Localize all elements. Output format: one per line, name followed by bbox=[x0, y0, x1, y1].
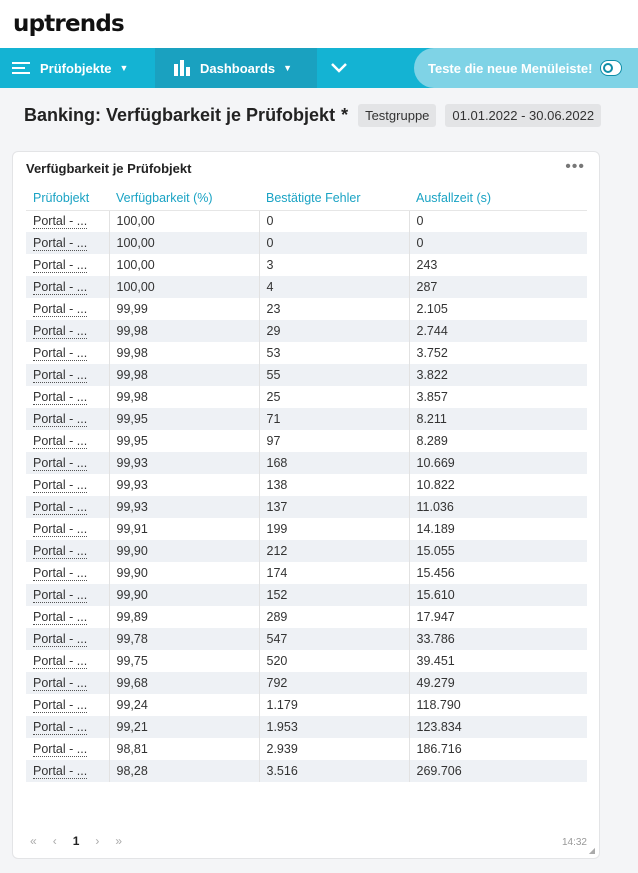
cell-verfuegbarkeit: 99,68 bbox=[109, 672, 259, 694]
table-row bbox=[26, 364, 587, 386]
table-row bbox=[26, 210, 587, 232]
cell-ausfallzeit: 10.822 bbox=[416, 478, 455, 492]
cell-ausfallzeit: 15.055 bbox=[409, 540, 587, 562]
chevron-down-icon bbox=[331, 61, 347, 76]
cell-fehler: 547 bbox=[259, 628, 409, 650]
cell-ausfallzeit: 118.790 bbox=[416, 698, 461, 712]
pagination bbox=[30, 834, 138, 848]
cell-fehler: 1.179 bbox=[259, 694, 409, 716]
cell-verfuegbarkeit: 99,21 bbox=[109, 716, 259, 738]
table-row bbox=[26, 232, 587, 254]
monitor-link[interactable]: Portal - ... bbox=[33, 456, 88, 470]
monitor-link[interactable]: Portal - ... bbox=[33, 236, 88, 250]
cell-fehler: 520 bbox=[259, 650, 409, 672]
cell-fehler: 289 bbox=[259, 606, 409, 628]
nav-item-pruefobjekte[interactable] bbox=[0, 48, 155, 88]
cell-ausfallzeit: 15.610 bbox=[409, 584, 587, 606]
table-row bbox=[26, 628, 587, 650]
cell-fehler: 137 bbox=[259, 496, 409, 518]
table-row bbox=[26, 276, 587, 298]
monitor-link[interactable]: Portal - ... bbox=[33, 764, 88, 778]
dashboard-header bbox=[24, 104, 601, 127]
nav-more-button[interactable] bbox=[317, 48, 361, 88]
monitor-link[interactable]: Portal - ... bbox=[33, 368, 88, 382]
cell-pruefobjekt[interactable] bbox=[26, 496, 109, 518]
cell-verfuegbarkeit: 98,28 bbox=[109, 760, 259, 782]
unsaved-marker: * bbox=[341, 105, 349, 125]
cell-pruefobjekt[interactable] bbox=[26, 540, 109, 562]
cell-ausfallzeit: 15.456 bbox=[416, 566, 455, 580]
cell-verfuegbarkeit: 99,93 bbox=[109, 452, 259, 474]
cell-pruefobjekt[interactable] bbox=[26, 276, 109, 298]
cell-fehler: 71 bbox=[259, 408, 409, 430]
date-range-chip[interactable]: 01.01.2022 - 30.06.2022 bbox=[445, 104, 601, 127]
monitor-link[interactable]: Portal - ... bbox=[33, 742, 88, 756]
cell-ausfallzeit: 8.289 bbox=[416, 434, 448, 448]
monitor-link[interactable]: Portal - ... bbox=[33, 412, 88, 426]
group-filter-chip[interactable]: Testgruppe bbox=[358, 104, 436, 127]
table-row bbox=[26, 474, 587, 496]
cell-pruefobjekt[interactable] bbox=[26, 518, 109, 540]
last-page-button[interactable]: » bbox=[115, 834, 123, 848]
next-page-button[interactable]: › bbox=[95, 834, 100, 848]
cell-pruefobjekt[interactable] bbox=[26, 606, 109, 628]
cell-fehler: 138 bbox=[259, 474, 409, 496]
table-header-row bbox=[26, 186, 587, 210]
tile-title: Verfügbarkeit je Prüfobjekt bbox=[26, 161, 192, 176]
monitor-link[interactable]: Portal - ... bbox=[33, 566, 88, 580]
cell-pruefobjekt[interactable] bbox=[26, 320, 109, 342]
table-row bbox=[26, 606, 587, 628]
cell-ausfallzeit: 11.036 bbox=[409, 496, 587, 518]
cell-fehler: 152 bbox=[259, 584, 409, 606]
cell-ausfallzeit: 14.189 bbox=[416, 522, 455, 536]
monitor-link[interactable]: Portal - ... bbox=[33, 610, 88, 624]
table-row bbox=[26, 650, 587, 672]
availability-table bbox=[26, 186, 587, 782]
table-row bbox=[26, 430, 587, 452]
cell-verfuegbarkeit: 99,93 bbox=[109, 474, 259, 496]
cell-fehler: 212 bbox=[259, 540, 409, 562]
cell-verfuegbarkeit: 99,91 bbox=[109, 518, 259, 540]
uptrends-logo[interactable]: uptrends bbox=[13, 11, 124, 37]
monitor-link[interactable]: Portal - ... bbox=[33, 258, 88, 272]
table-row bbox=[26, 562, 587, 584]
cell-pruefobjekt[interactable] bbox=[26, 452, 109, 474]
cell-ausfallzeit: 243 bbox=[416, 258, 438, 272]
page-title: Banking: Verfügbarkeit je Prüfobjekt bbox=[24, 105, 336, 125]
cell-ausfallzeit: 269.706 bbox=[409, 760, 587, 782]
cell-pruefobjekt[interactable] bbox=[26, 474, 109, 496]
cell-verfuegbarkeit: 99,98 bbox=[109, 342, 259, 364]
table-row bbox=[26, 738, 587, 760]
cell-fehler: 97 bbox=[259, 430, 409, 452]
cell-verfuegbarkeit: 99,78 bbox=[109, 628, 259, 650]
monitor-link[interactable]: Portal - ... bbox=[33, 588, 88, 602]
cell-fehler: 1.953 bbox=[259, 716, 409, 738]
cell-ausfallzeit: 3.857 bbox=[416, 390, 448, 404]
cell-verfuegbarkeit: 99,93 bbox=[109, 496, 259, 518]
new-menu-toggle[interactable] bbox=[600, 60, 622, 76]
cell-fehler: 55 bbox=[259, 364, 409, 386]
cell-ausfallzeit: 2.744 bbox=[409, 320, 587, 342]
table-row bbox=[26, 298, 587, 320]
cell-ausfallzeit: 17.947 bbox=[416, 610, 455, 624]
monitor-link[interactable]: Portal - ... bbox=[33, 654, 88, 668]
new-menu-teaser[interactable] bbox=[414, 48, 638, 88]
nav-item-dashboards[interactable] bbox=[155, 48, 317, 88]
table-row bbox=[26, 672, 587, 694]
table-row bbox=[26, 518, 587, 540]
cell-ausfallzeit: 0 bbox=[416, 214, 424, 229]
cell-fehler: 2.939 bbox=[259, 738, 409, 760]
cell-pruefobjekt[interactable] bbox=[26, 430, 109, 452]
monitor-link[interactable]: Portal - ... bbox=[33, 324, 88, 338]
table-row bbox=[26, 386, 587, 408]
cell-ausfallzeit: 8.211 bbox=[409, 408, 587, 430]
cell-pruefobjekt[interactable] bbox=[26, 408, 109, 430]
monitor-link[interactable]: Portal - ... bbox=[33, 632, 88, 646]
cell-fehler: 23 bbox=[259, 298, 409, 320]
cell-ausfallzeit: 0 bbox=[409, 232, 587, 254]
monitor-link[interactable]: Portal - ... bbox=[33, 302, 88, 316]
cell-ausfallzeit: 3.822 bbox=[409, 364, 587, 386]
availability-tile bbox=[12, 151, 600, 859]
cell-pruefobjekt[interactable] bbox=[26, 716, 109, 738]
monitor-link[interactable]: Portal - ... bbox=[33, 544, 88, 558]
bar-chart-icon bbox=[174, 60, 190, 76]
monitor-link[interactable]: Portal - ... bbox=[33, 214, 88, 229]
table-body bbox=[26, 210, 587, 782]
cell-fehler: 792 bbox=[259, 672, 409, 694]
cell-fehler: 174 bbox=[259, 562, 409, 584]
cell-fehler: 168 bbox=[259, 452, 409, 474]
cell-ausfallzeit: 39.451 bbox=[416, 654, 455, 668]
current-page[interactable]: 1 bbox=[72, 834, 80, 848]
cell-pruefobjekt[interactable] bbox=[26, 672, 109, 694]
cell-fehler: 0 bbox=[259, 210, 409, 232]
cell-pruefobjekt[interactable] bbox=[26, 760, 109, 782]
resize-handle-icon[interactable]: ◢ bbox=[588, 846, 595, 855]
monitor-link[interactable]: Portal - ... bbox=[33, 720, 88, 734]
last-updated-time: 14:32 bbox=[561, 837, 587, 848]
column-header-ausfallzeit[interactable]: Ausfallzeit (s) bbox=[409, 186, 587, 210]
cell-pruefobjekt[interactable] bbox=[26, 364, 109, 386]
cell-verfuegbarkeit: 99,99 bbox=[109, 298, 259, 320]
cell-verfuegbarkeit: 98,81 bbox=[109, 738, 259, 760]
cell-pruefobjekt[interactable] bbox=[26, 386, 109, 408]
cell-verfuegbarkeit: 99,24 bbox=[109, 694, 259, 716]
cell-verfuegbarkeit: 100,00 bbox=[109, 276, 259, 298]
monitor-link[interactable]: Portal - ... bbox=[33, 500, 88, 514]
nav-item-label: Dashboards bbox=[200, 60, 276, 76]
table-row bbox=[26, 584, 587, 606]
cell-pruefobjekt[interactable] bbox=[26, 232, 109, 254]
monitor-link[interactable]: Portal - ... bbox=[33, 478, 88, 492]
nav-item-label: Prüfobjekte bbox=[40, 60, 112, 76]
table-row bbox=[26, 760, 587, 782]
tile-menu-icon[interactable]: ••• bbox=[565, 158, 585, 175]
cell-verfuegbarkeit: 99,90 bbox=[109, 562, 259, 584]
column-header-verfuegbarkeit[interactable]: Verfügbarkeit (%) bbox=[109, 186, 259, 210]
toggle-knob bbox=[603, 63, 613, 73]
monitor-link[interactable]: Portal - ... bbox=[33, 346, 88, 360]
column-header-pruefobjekt[interactable]: Prüfobjekt bbox=[26, 186, 109, 210]
caret-down-icon: ▼ bbox=[283, 63, 293, 73]
cell-ausfallzeit: 123.834 bbox=[409, 716, 587, 738]
table-row bbox=[26, 408, 587, 430]
cell-pruefobjekt[interactable] bbox=[26, 628, 109, 650]
cell-verfuegbarkeit: 99,89 bbox=[109, 606, 259, 628]
cell-ausfallzeit: 287 bbox=[409, 276, 587, 298]
cell-verfuegbarkeit: 99,90 bbox=[109, 584, 259, 606]
table-row bbox=[26, 540, 587, 562]
cell-pruefobjekt[interactable] bbox=[26, 738, 109, 760]
menu-lines-icon bbox=[12, 61, 30, 75]
table-row bbox=[26, 254, 587, 276]
cell-verfuegbarkeit: 99,90 bbox=[109, 540, 259, 562]
cell-pruefobjekt[interactable] bbox=[26, 562, 109, 584]
cell-pruefobjekt[interactable] bbox=[26, 210, 109, 232]
cell-verfuegbarkeit: 99,98 bbox=[109, 320, 259, 342]
monitor-link[interactable]: Portal - ... bbox=[33, 280, 88, 294]
cell-ausfallzeit: 3.752 bbox=[416, 346, 448, 360]
cell-ausfallzeit: 2.105 bbox=[416, 302, 448, 316]
cell-fehler: 53 bbox=[259, 342, 409, 364]
cell-verfuegbarkeit: 100,00 bbox=[109, 254, 259, 276]
cell-fehler: 0 bbox=[259, 232, 409, 254]
cell-fehler: 3.516 bbox=[259, 760, 409, 782]
cell-ausfallzeit: 33.786 bbox=[409, 628, 587, 650]
table-row bbox=[26, 320, 587, 342]
top-bar bbox=[0, 0, 638, 48]
cell-ausfallzeit: 10.669 bbox=[409, 452, 587, 474]
column-header-fehler[interactable]: Bestätigte Fehler bbox=[259, 186, 409, 210]
cell-ausfallzeit: 49.279 bbox=[409, 672, 587, 694]
cell-verfuegbarkeit: 99,95 bbox=[109, 430, 259, 452]
cell-pruefobjekt[interactable] bbox=[26, 298, 109, 320]
monitor-link[interactable]: Portal - ... bbox=[33, 390, 88, 404]
monitor-link[interactable]: Portal - ... bbox=[33, 434, 88, 448]
cell-fehler: 29 bbox=[259, 320, 409, 342]
table-row bbox=[26, 452, 587, 474]
prev-page-button[interactable]: ‹ bbox=[52, 834, 57, 848]
table-row bbox=[26, 342, 587, 364]
cell-pruefobjekt[interactable] bbox=[26, 342, 109, 364]
cell-fehler: 199 bbox=[259, 518, 409, 540]
table-row bbox=[26, 694, 587, 716]
cell-fehler: 3 bbox=[259, 254, 409, 276]
first-page-button[interactable]: « bbox=[30, 834, 37, 848]
cell-pruefobjekt[interactable] bbox=[26, 694, 109, 716]
cell-fehler: 4 bbox=[259, 276, 409, 298]
cell-verfuegbarkeit: 99,75 bbox=[109, 650, 259, 672]
monitor-link[interactable]: Portal - ... bbox=[33, 676, 88, 690]
cell-verfuegbarkeit: 99,98 bbox=[109, 364, 259, 386]
cell-verfuegbarkeit: 100,00 bbox=[109, 210, 259, 232]
cell-verfuegbarkeit: 99,98 bbox=[109, 386, 259, 408]
cell-ausfallzeit: 186.716 bbox=[416, 742, 462, 756]
cell-verfuegbarkeit: 100,00 bbox=[109, 232, 259, 254]
table-row bbox=[26, 716, 587, 738]
main-navigation bbox=[0, 48, 638, 88]
monitor-link[interactable]: Portal - ... bbox=[33, 698, 88, 712]
monitor-link[interactable]: Portal - ... bbox=[33, 522, 88, 536]
cell-fehler: 25 bbox=[259, 386, 409, 408]
cell-pruefobjekt[interactable] bbox=[26, 650, 109, 672]
table-row bbox=[26, 496, 587, 518]
cell-verfuegbarkeit: 99,95 bbox=[109, 408, 259, 430]
cell-pruefobjekt[interactable] bbox=[26, 584, 109, 606]
caret-down-icon: ▼ bbox=[119, 63, 129, 73]
cell-pruefobjekt[interactable] bbox=[26, 254, 109, 276]
teaser-label: Teste die neue Menüleiste! bbox=[428, 60, 593, 76]
